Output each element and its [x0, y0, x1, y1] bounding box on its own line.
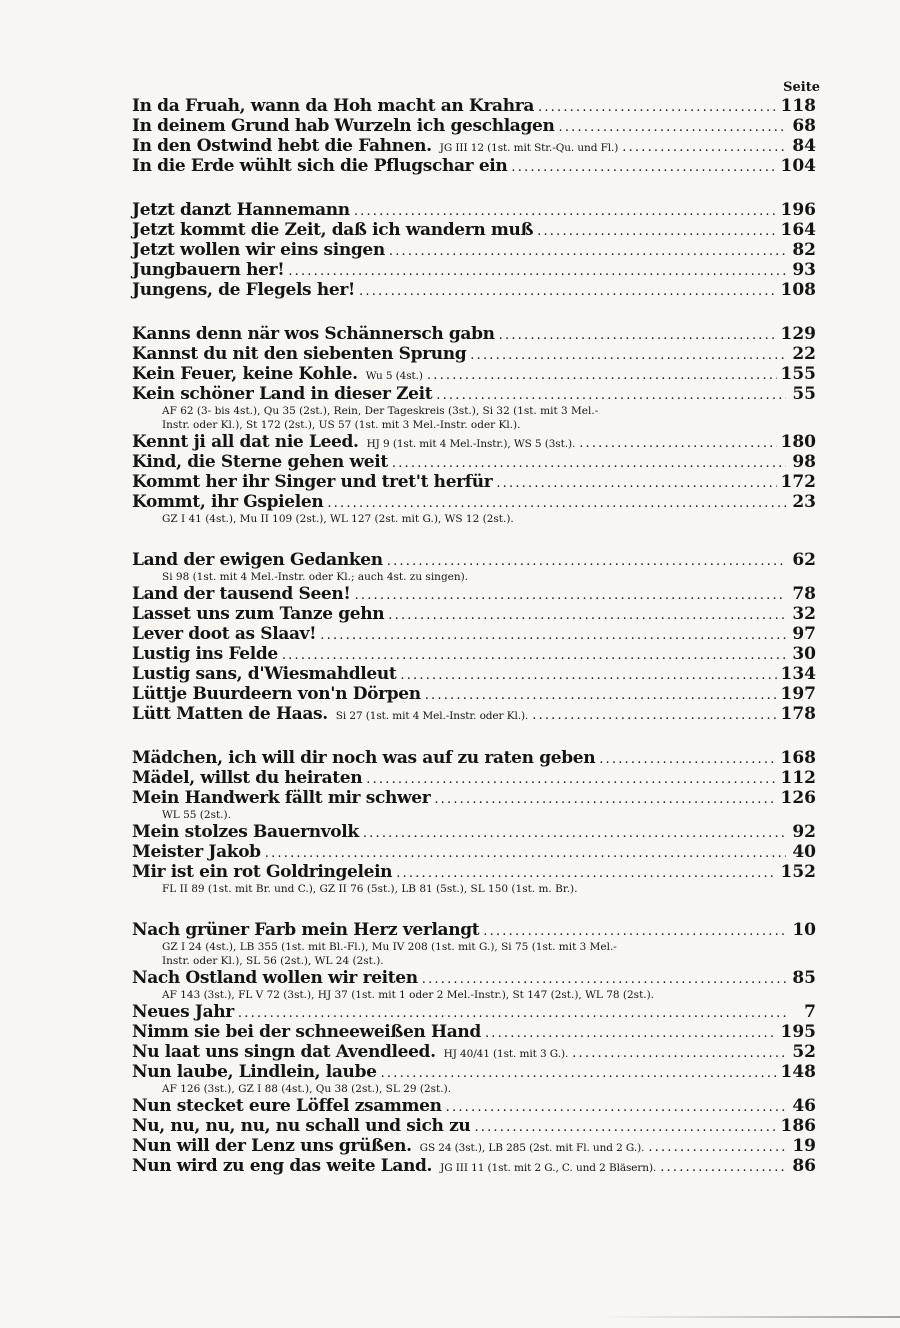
index-entry	[132, 384, 816, 404]
song-title: Jetzt kommt die Zeit, daß ich wandern muß	[132, 220, 534, 240]
song-title: In den Ostwind hebt die Fahnen.	[132, 136, 432, 156]
page-number: 172	[780, 472, 816, 492]
page-number: 118	[780, 96, 816, 116]
dot-leader	[483, 922, 786, 942]
source-reference-line: AF 143 (3st.), FL V 72 (3st.), HJ 37 (1st. mit 1 oder 2 Mel.-Instr.), St 147 (2st.), WL 78 (2st.).	[162, 989, 655, 1001]
source-reference-line: WL 55 (2st.).	[162, 809, 231, 821]
index-entry	[132, 432, 816, 452]
dot-leader	[387, 552, 786, 572]
dot-leader	[288, 262, 786, 282]
page-number: 104	[780, 156, 816, 176]
dot-leader	[381, 1064, 777, 1084]
index-entry	[132, 1096, 816, 1116]
index-entry	[132, 1042, 816, 1062]
dot-leader	[599, 750, 776, 770]
page-number: 7	[804, 1002, 816, 1022]
index-entry	[132, 920, 816, 940]
source-note: Wu 5 (4st.)	[365, 370, 423, 382]
index-group	[132, 200, 816, 300]
index-entry	[132, 584, 816, 604]
dot-leader	[532, 706, 776, 726]
dot-leader	[499, 326, 777, 346]
index-groups	[132, 96, 816, 1176]
song-title: Kommt, ihr Gspielen	[132, 492, 324, 512]
source-reference-line: AF 62 (3- bis 4st.), Qu 35 (2st.), Rein, Der Tageskreis (3st.), Si 32 (1st. mit 3 Mel.-	[162, 405, 599, 417]
index-group	[132, 550, 816, 724]
song-title: Mein Handwerk fällt mir schwer	[132, 788, 431, 808]
index-entry	[132, 452, 816, 472]
dot-leader	[389, 242, 786, 262]
index-entry	[132, 344, 816, 364]
song-title: Neues Jahr	[132, 1002, 234, 1022]
page-number: 30	[792, 644, 816, 664]
dot-leader	[538, 98, 777, 118]
index-entry	[132, 604, 816, 624]
dot-leader	[474, 1118, 776, 1138]
song-title: Kind, die Sterne gehen weit	[132, 452, 388, 472]
source-note: JG III 12 (1st. mit Str.-Qu. und Fl.)	[439, 142, 619, 154]
page-number: 23	[792, 492, 816, 512]
source-reference-line: GZ I 24 (4st.), LB 355 (1st. mit Bl.-Fl.), Mu IV 208 (1st. mit G.), Si 75 (1st. mit 3 Mel.-	[162, 941, 617, 953]
page-number: 164	[780, 220, 816, 240]
source-note: GS 24 (3st.), LB 285 (2st. mit Fl. und 2 G.).	[419, 1142, 645, 1154]
page-number: 85	[792, 968, 816, 988]
index-entry	[132, 260, 816, 280]
song-title: Nun will der Lenz uns grüßen.	[132, 1136, 412, 1156]
song-title: Jetzt danzt Hannemann	[132, 200, 350, 220]
index-entry	[132, 200, 816, 220]
index-entry	[132, 768, 816, 788]
dot-leader	[238, 1004, 786, 1024]
dot-leader	[363, 824, 786, 844]
song-title: Mir ist ein rot Goldringelein	[132, 862, 393, 882]
dot-leader	[559, 118, 787, 138]
index-entry	[132, 842, 816, 862]
song-title: Kommt her ihr Singer und tret't herfür	[132, 472, 493, 492]
index-entry	[132, 156, 816, 176]
index-group	[132, 748, 816, 896]
source-note: HJ 40/41 (1st. mit 3 G.).	[443, 1048, 569, 1060]
song-title: Mein stolzes Bauernvolk	[132, 822, 359, 842]
dot-leader	[470, 346, 786, 366]
song-title: Kennt ji all dat nie Leed.	[132, 432, 359, 452]
page-number: 78	[792, 584, 816, 604]
index-entry	[132, 664, 816, 684]
song-title: Kanns denn när wos Schännersch gabn	[132, 324, 495, 344]
page-number: 197	[780, 684, 816, 704]
song-title: Lüttje Buurdeern von'n Dörpen	[132, 684, 421, 704]
index-entry	[132, 492, 816, 512]
song-title: Nach Ostland wollen wir reiten	[132, 968, 418, 988]
dot-leader	[648, 1138, 786, 1158]
page-number: 55	[792, 384, 816, 404]
dot-leader	[400, 666, 776, 686]
song-title: Land der tausend Seen!	[132, 584, 351, 604]
page-number: 108	[780, 280, 816, 300]
song-title: In deinem Grund hab Wurzeln ich geschlagen	[132, 116, 555, 136]
song-title: Nun wird zu eng das weite Land.	[132, 1156, 433, 1176]
source-note: JG III 11 (1st. mit 2 G., C. und 2 Bläsern).	[440, 1162, 657, 1174]
dot-leader	[355, 586, 786, 606]
song-title: In da Fruah, wann da Hoh macht an Krahra	[132, 96, 534, 116]
dot-leader	[327, 494, 786, 514]
dot-leader	[446, 1098, 786, 1118]
page-number: 19	[792, 1136, 816, 1156]
page-number: 126	[780, 788, 816, 808]
source-reference-line: Instr. oder Kl.), SL 56 (2st.), WL 24 (2st.).	[162, 955, 384, 967]
index-entry	[132, 644, 816, 664]
page-number: 98	[792, 452, 816, 472]
song-title: Kannst du nit den siebenten Sprung	[132, 344, 467, 364]
index-group	[132, 920, 816, 1176]
index-entry	[132, 684, 816, 704]
source-reference-line: Instr. oder Kl.), St 172 (2st.), US 57 (1st. mit 3 Mel.-Instr. oder Kl.).	[162, 419, 521, 431]
page-number: 52	[792, 1042, 816, 1062]
index-entry	[132, 472, 816, 492]
index-entry	[132, 136, 816, 156]
page-number: 68	[792, 116, 816, 136]
page-number: 62	[792, 550, 816, 570]
dot-leader	[537, 222, 776, 242]
source-reference-line: GZ I 41 (4st.), Mu II 109 (2st.), WL 127 (2st. mit G.), WS 12 (2st.).	[162, 513, 514, 525]
song-title: Kein Feuer, keine Kohle.	[132, 364, 358, 384]
dot-leader	[320, 626, 786, 646]
song-title: Nun stecket eure Löffel zsammen	[132, 1096, 442, 1116]
dot-leader	[366, 770, 776, 790]
dot-leader	[427, 366, 777, 386]
page-number: 22	[792, 344, 816, 364]
song-title: Nimm sie bei der schneeweißen Hand	[132, 1022, 481, 1042]
page-number: 186	[780, 1116, 816, 1136]
index-entry	[132, 1002, 816, 1022]
source-reference-line: AF 126 (3st.), GZ I 88 (4st.), Qu 38 (2st.), SL 29 (2st.).	[162, 1083, 452, 1095]
dot-leader	[496, 474, 776, 494]
dot-leader	[485, 1024, 777, 1044]
page-number: 92	[792, 822, 816, 842]
dot-leader	[434, 790, 776, 810]
song-title: In die Erde wühlt sich die Pflugschar ein	[132, 156, 508, 176]
page-number: 82	[792, 240, 816, 260]
page-number: 86	[792, 1156, 816, 1176]
page-number: 93	[792, 260, 816, 280]
index-entry	[132, 968, 816, 988]
source-note: HJ 9 (1st. mit 4 Mel.-Instr.), WS 5 (3st.).	[366, 438, 576, 450]
dot-leader	[436, 386, 786, 406]
dot-leader	[422, 970, 786, 990]
index-entry	[132, 364, 816, 384]
page-number: 148	[780, 1062, 816, 1082]
index-entry	[132, 704, 816, 724]
dot-leader	[359, 282, 776, 302]
index-entry	[132, 822, 816, 842]
page-number: 84	[792, 136, 816, 156]
page-number: 134	[780, 664, 816, 684]
page-column-header: Seite	[783, 80, 820, 95]
dot-leader	[354, 202, 777, 222]
index-group	[132, 324, 816, 526]
dot-leader	[572, 1044, 786, 1064]
song-title: Nu, nu, nu, nu, nu schall und sich zu	[132, 1116, 471, 1136]
index-entry	[132, 220, 816, 240]
index-entry	[132, 116, 816, 136]
song-title: Meister Jakob	[132, 842, 261, 862]
song-title: Kein schöner Land in dieser Zeit	[132, 384, 433, 404]
index-entry	[132, 324, 816, 344]
page-number: 196	[780, 200, 816, 220]
index-entry	[132, 1136, 816, 1156]
dot-leader	[622, 138, 786, 158]
song-title: Mädel, willst du heiraten	[132, 768, 363, 788]
page-number: 195	[780, 1022, 816, 1042]
index-entry	[132, 862, 816, 882]
page-number: 46	[792, 1096, 816, 1116]
page-number: 97	[792, 624, 816, 644]
index-entry	[132, 96, 816, 116]
dot-leader	[396, 864, 776, 884]
dot-leader	[579, 434, 776, 454]
dot-leader	[425, 686, 777, 706]
index-entry	[132, 788, 816, 808]
page-number: 178	[780, 704, 816, 724]
page-number: 40	[792, 842, 816, 862]
page-number: 32	[792, 604, 816, 624]
page-number: 129	[780, 324, 816, 344]
page-number: 10	[792, 920, 816, 940]
song-title: Nun laube, Lindlein, laube	[132, 1062, 377, 1082]
song-title: Lever doot as Slaav!	[132, 624, 317, 644]
song-title: Lustig ins Felde	[132, 644, 278, 664]
index-entry	[132, 550, 816, 570]
index-entry	[132, 1022, 816, 1042]
dot-leader	[511, 158, 776, 178]
index-entry	[132, 240, 816, 260]
source-reference-line: FL II 89 (1st. mit Br. und C.), GZ II 76 (5st.), LB 81 (5st.), SL 150 (1st. m. Br.).	[162, 883, 578, 895]
index-page	[132, 80, 820, 1200]
index-entry	[132, 1156, 816, 1176]
dot-leader	[388, 606, 786, 626]
index-entry	[132, 1116, 816, 1136]
index-entry	[132, 280, 816, 300]
page-number: 155	[780, 364, 816, 384]
source-reference-line: Si 98 (1st. mit 4 Mel.-Instr. oder Kl.; auch 4st. zu singen).	[162, 571, 469, 583]
song-title: Jetzt wollen wir eins singen	[132, 240, 385, 260]
song-title: Nach grüner Farb mein Herz verlangt	[132, 920, 480, 940]
song-title: Lasset uns zum Tanze gehn	[132, 604, 385, 624]
page-edge-rule	[600, 1316, 900, 1318]
page-number: 180	[780, 432, 816, 452]
index-entry	[132, 748, 816, 768]
dot-leader	[282, 646, 786, 666]
source-note: Si 27 (1st. mit 4 Mel.-Instr. oder Kl.).	[335, 710, 529, 722]
dot-leader	[265, 844, 786, 864]
song-title: Nu laat uns singn dat Avendleed.	[132, 1042, 436, 1062]
page-number: 152	[780, 862, 816, 882]
song-title: Jungens, de Flegels her!	[132, 280, 356, 300]
index-entry	[132, 1062, 816, 1082]
page-number: 112	[780, 768, 816, 788]
song-title: Mädchen, ich will dir noch was auf zu raten geben	[132, 748, 596, 768]
page-number: 168	[780, 748, 816, 768]
song-title: Land der ewigen Gedanken	[132, 550, 383, 570]
song-title: Jungbauern her!	[132, 260, 285, 280]
song-title: Lustig sans, d'Wiesmahdleut	[132, 664, 397, 684]
dot-leader	[660, 1158, 786, 1178]
index-group	[132, 96, 816, 176]
dot-leader	[392, 454, 786, 474]
song-title: Lütt Matten de Haas.	[132, 704, 328, 724]
index-entry	[132, 624, 816, 644]
